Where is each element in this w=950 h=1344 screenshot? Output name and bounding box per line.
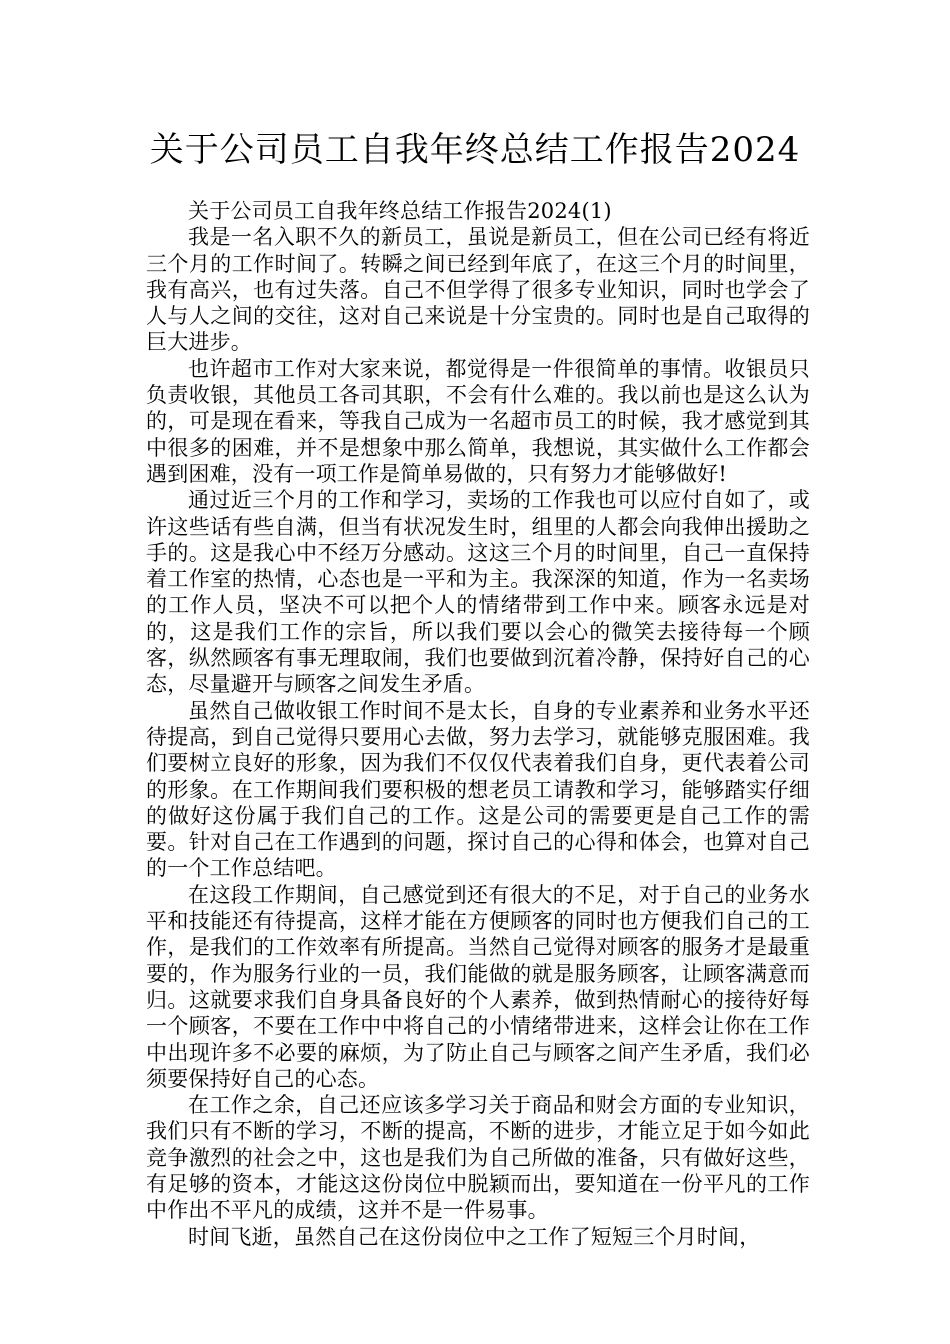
body-paragraph: 在工作之余，自己还应该多学习关于商品和财会方面的专业知识，我们只有不断的学习，不断的提高，不断的进步，才能立足于如今如此竞争激烈的社会之中，这也是我们为自己所做的准备，只有做好这些，有足够的资本，才能这这份岗位中脱颖而出，要知道在一份平凡的工作中作出不平凡的成绩，这并不是一件易事。: [146, 1093, 810, 1223]
body-paragraph: 也许超市工作对大家来说，都觉得是一件很简单的事情。收银员只负责收银，其他员工各司其职，不会有什么难的。我以前也是这么认为的，可是现在看来，等我自己成为一名超市员工的时候，我才感觉到其中很多的困难，并不是想象中那么简单，我想说，其实做什么工作都会遇到困难，没有一项工作是简单易做的，只有努力才能够做好!: [146, 356, 810, 486]
document-title: 关于公司员工自我年终总结工作报告2024: [149, 130, 801, 170]
body-paragraph: 在这段工作期间，自己感觉到还有很大的不足，对于自己的业务水平和技能还有待提高，这样才能在方便顾客的同时也方便我们自己的工作，是我们的工作效率有所提高。当然自己觉得对顾客的服务才是最重要的，作为服务行业的一员，我们能做的就是服务顾客，让顾客满意而归。这就要求我们自身具备良好的个人素养，做到热情耐心的接待好每一个顾客，不要在工作中中将自己的小情绪带进来，这样会让你在工作中出现许多不必要的麻烦，为了防止自己与顾客之间产生矛盾，我们必须要保持好自己的心态。: [146, 882, 810, 1091]
subtitle-paragraph: 关于公司员工自我年终总结工作报告2024(1): [188, 199, 612, 223]
body-paragraph: 虽然自己做收银工作时间不是太长，自身的专业素养和业务水平还待提高，到自己觉得只要用心去做，努力去学习，就能够克服困难。我们要树立良好的形象，因为我们不仅仅代表着我们自身，更代表着公司的形象。在工作期间我们要积极的想老员工请教和学习，能够踏实仔细的做好这份属于我们自己的工作。这是公司的需要更是自己工作的需要。针对自己在工作遇到的问题，探讨自己的心得和体会，也算对自己的一个工作总结吧。: [146, 698, 810, 881]
body-paragraph: 时间飞逝，虽然自己在这份岗位中之工作了短短三个月时间，: [188, 1224, 761, 1249]
body-paragraph: 我是一名入职不久的新员工，虽说是新员工，但在公司已经有将近三个月的工作时间了。转瞬之间已经到年底了，在这三个月的时间里，我有高兴，也有过失落。自己不但学得了很多专业知识，同时也学会了人与人之间的交往，这对自己来说是十分宝贵的。同时也是自己取得的巨大进步。: [146, 225, 810, 355]
body-paragraph: 通过近三个月的工作和学习，卖场的工作我也可以应付自如了，或许这些话有些自满，但当有状况发生时，组里的人都会向我伸出援助之手的。这是我心中不经万分感动。这这三个月的时间里，自己一直保持着工作室的热情，心态也是一平和为主。我深深的知道，作为一名卖场的工作人员，坚决不可以把个人的情绪带到工作中来。顾客永远是对的，这是我们工作的宗旨，所以我们要以会心的微笑去接待每一个顾客，纵然顾客有事无理取闹，我们也要做到沉着冷静，保持好自己的心态，尽量避开与顾客之间发生矛盾。: [146, 488, 810, 697]
document-body: [146, 198, 810, 1250]
